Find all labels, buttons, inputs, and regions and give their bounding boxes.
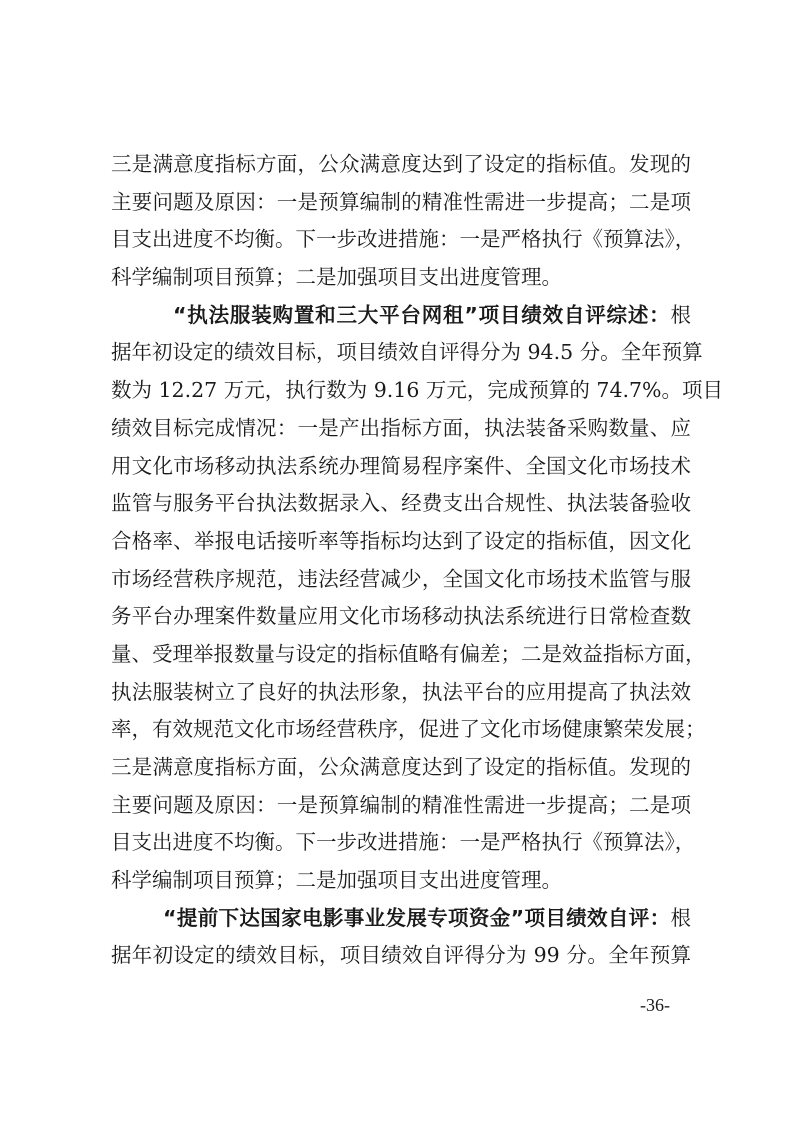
- text-line: 目支出进度不均衡。下一步改进措施：一是严格执行《预算法》，: [111, 227, 696, 252]
- text-line: 执法服装树立了良好的执法形象，执法平台的应用提高了执法效: [111, 679, 691, 704]
- paragraph-heading-line: [111, 900, 691, 938]
- text-line: 绩效目标完成情况：一是产出指标方面，执法装备采购数量、应: [111, 415, 691, 440]
- text-line: 市场经营秩序规范，违法经营减少，全国文化市场技术监管与服: [111, 566, 691, 591]
- text-line: 主要问题及原因：一是预算编制的精准性需进一步提高；二是项: [111, 189, 691, 214]
- text-line: 率，有效规范文化市场经营秩序，促进了文化市场健康繁荣发展；: [111, 717, 706, 742]
- text-line: 三是满意度指标方面，公众满意度达到了设定的指标值。发现的: [111, 152, 691, 176]
- paragraph-heading: “提前下达国家电影事业发展专项资金”项目绩效自评：: [163, 905, 671, 930]
- text-line: 科学编制项目预算；二是加强项目支出进度管理。: [111, 265, 562, 290]
- text-line: 目支出进度不均衡。下一步改进措施：一是严格执行《预算法》，: [111, 830, 696, 855]
- heading-line-rest: 根: [670, 905, 691, 930]
- paragraph-heading: “执法服装购置和三大平台网租”项目绩效自评综述：: [173, 302, 671, 327]
- heading-line-rest: 根: [670, 302, 691, 327]
- text-line: 科学编制项目预算；二是加强项目支出进度管理。: [111, 868, 562, 893]
- text-line: 数为 12.27 万元，执行数为 9.16 万元，完成预算的 74.7%。项目: [111, 378, 724, 403]
- body-text: [111, 146, 724, 975]
- text-line: 主要问题及原因：一是预算编制的精准性需进一步提高；二是项: [111, 792, 691, 817]
- page-number: -36-: [640, 995, 670, 1015]
- text-line: 三是满意度指标方面，公众满意度达到了设定的指标值。发现的: [111, 755, 691, 779]
- text-line: 量、受理举报数量与设定的指标值略有偏差；二是效益指标方面，: [111, 641, 706, 666]
- paragraph-heading-line: [111, 297, 691, 335]
- text-line: 合格率、举报电话接听率等指标均达到了设定的指标值，因文化: [111, 528, 691, 553]
- text-line: 据年初设定的绩效目标，项目绩效自评得分为 99 分。全年预算: [111, 943, 691, 968]
- text-line: 据年初设定的绩效目标，项目绩效自评得分为 94.5 分。全年预算: [111, 340, 703, 365]
- text-line: 监管与服务平台执法数据录入、经费支出合规性、执法装备验收: [111, 491, 691, 516]
- text-line: 务平台办理案件数量应用文化市场移动执法系统进行日常检查数: [111, 604, 691, 629]
- text-line: 用文化市场移动执法系统办理简易程序案件、全国文化市场技术: [111, 453, 691, 478]
